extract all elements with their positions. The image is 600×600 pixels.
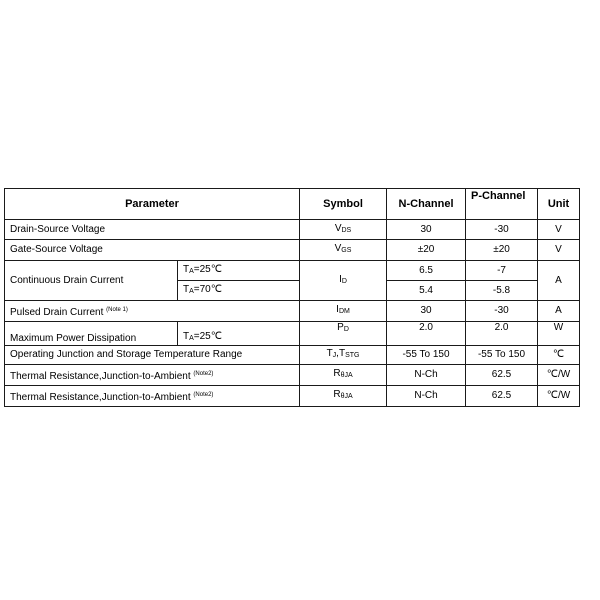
table-row — [5, 220, 580, 240]
header-parameter: Parameter — [5, 189, 300, 220]
symbol-cell: RθJA — [300, 386, 387, 407]
table-row — [5, 322, 580, 346]
unit-cell: V — [538, 220, 580, 240]
p-channel-value: 62.5 — [466, 365, 538, 386]
symbol-cell: ID — [300, 261, 387, 301]
symbol-cell: VDS — [300, 220, 387, 240]
n-channel-value: N-Ch — [387, 386, 466, 407]
header-p-channel: P-Channel — [466, 189, 538, 220]
param-cell: Thermal Resistance,Junction-to-Ambient $^{(Note2)}$ — [5, 386, 300, 407]
p-channel-value: -55 To 150 — [466, 346, 538, 365]
table-row — [5, 240, 580, 261]
header-n-channel: N-Channel — [387, 189, 466, 220]
table-row — [5, 365, 580, 386]
table-row — [5, 386, 580, 407]
param-cell: Continuous Drain Current — [5, 261, 178, 301]
p-channel-value: ±20 — [466, 240, 538, 261]
absolute-max-ratings-table — [4, 188, 580, 407]
unit-cell: W — [538, 322, 580, 346]
p-channel-value: 2.0 — [466, 322, 538, 346]
symbol-cell: VGS — [300, 240, 387, 261]
param-cell: Operating Junction and Storage Temperature Range — [5, 346, 300, 365]
unit-cell: A — [538, 301, 580, 322]
p-channel-value: -5.8 — [466, 281, 538, 301]
p-channel-value: 62.5 — [466, 386, 538, 407]
table-row — [5, 261, 580, 281]
n-channel-value: ±20 — [387, 240, 466, 261]
p-channel-value: -30 — [466, 301, 538, 322]
symbol-cell: RθJA — [300, 365, 387, 386]
unit-cell: ℃/W — [538, 365, 580, 386]
n-channel-value: 30 — [387, 301, 466, 322]
n-channel-value: 2.0 — [387, 322, 466, 346]
n-channel-value: 5.4 — [387, 281, 466, 301]
condition-cell: TA=25℃ — [178, 261, 300, 281]
table-row — [5, 301, 580, 322]
unit-cell: A — [538, 261, 580, 301]
param-cell: Drain-Source Voltage — [5, 220, 300, 240]
symbol-cell: TJ,TSTG — [300, 346, 387, 365]
param-cell: Gate-Source Voltage — [5, 240, 300, 261]
unit-cell: ℃/W — [538, 386, 580, 407]
condition-cell: TA=25℃ — [178, 322, 300, 346]
n-channel-value: -55 To 150 — [387, 346, 466, 365]
n-channel-value: N-Ch — [387, 365, 466, 386]
p-channel-value: -7 — [466, 261, 538, 281]
symbol-cell: PD — [300, 322, 387, 346]
n-channel-value: 30 — [387, 220, 466, 240]
param-cell: Pulsed Drain Current $^{(Note 1)}$ — [5, 301, 300, 322]
table-header-row — [5, 189, 580, 220]
param-cell: Maximum Power Dissipation — [5, 322, 178, 346]
condition-cell: TA=70℃ — [178, 281, 300, 301]
unit-cell: ℃ — [538, 346, 580, 365]
symbol-cell: IDM — [300, 301, 387, 322]
unit-cell: V — [538, 240, 580, 261]
header-unit: Unit — [538, 189, 580, 220]
p-channel-value: -30 — [466, 220, 538, 240]
table-row — [5, 346, 580, 365]
n-channel-value: 6.5 — [387, 261, 466, 281]
header-symbol: Symbol — [300, 189, 387, 220]
param-cell: Thermal Resistance,Junction-to-Ambient $^{(Note2)}$ — [5, 365, 300, 386]
